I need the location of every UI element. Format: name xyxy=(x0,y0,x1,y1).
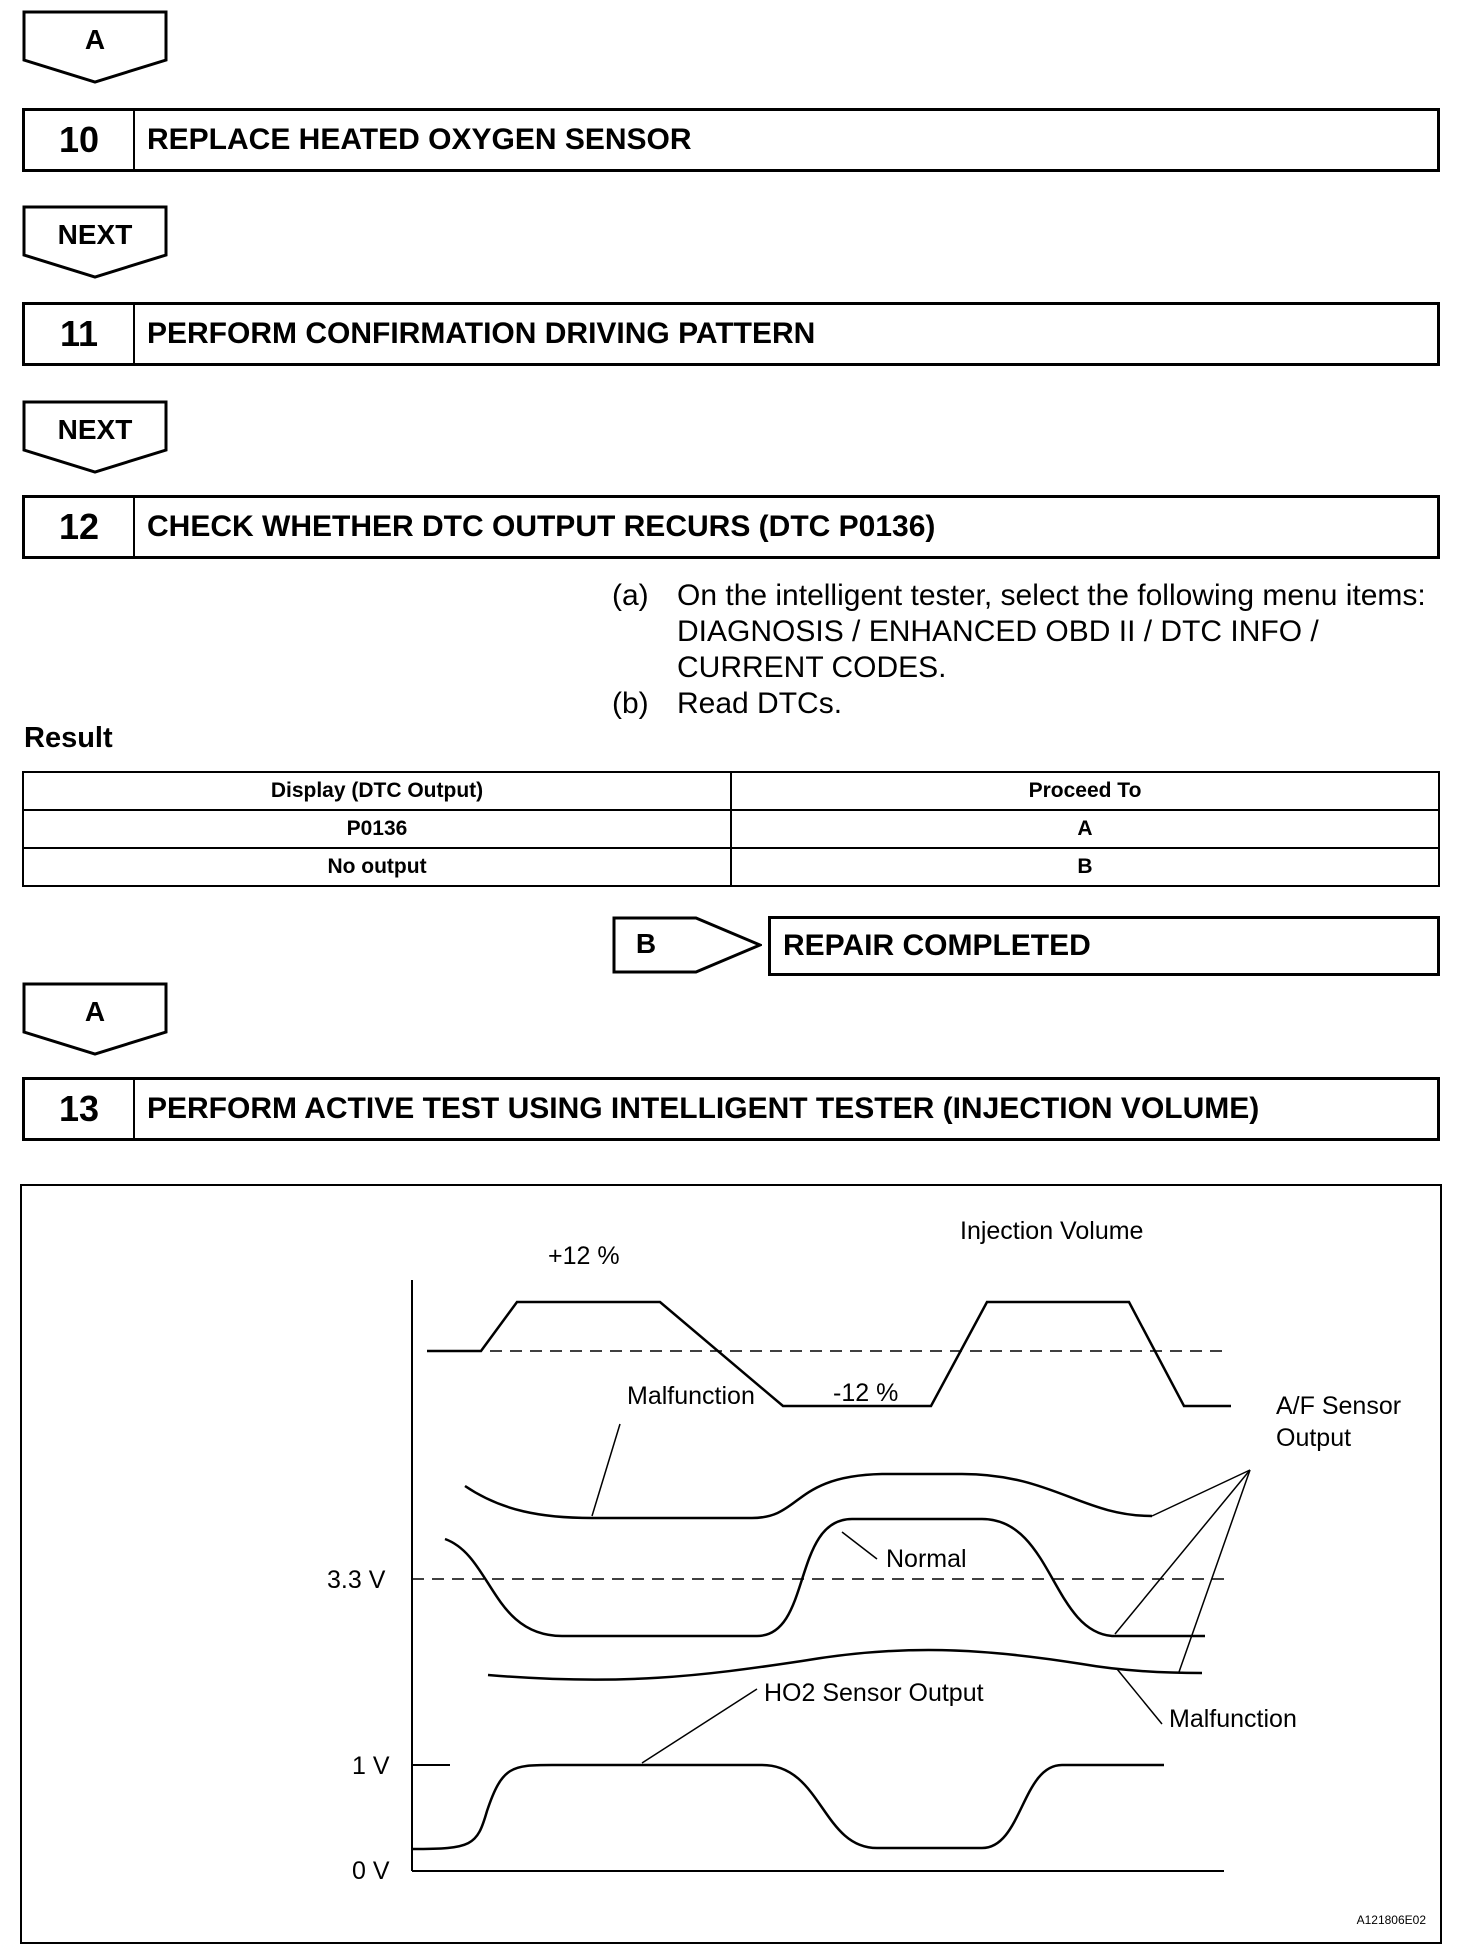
table-cell: B xyxy=(731,848,1439,886)
table-header-row xyxy=(23,772,1439,810)
instruction-line: Read DTCs. xyxy=(677,687,843,720)
step-number: 11 xyxy=(25,305,135,363)
injection-volume-label: Injection Volume xyxy=(960,1217,1144,1245)
minus-12-label: -12 % xyxy=(833,1379,899,1407)
result-heading: Result xyxy=(24,722,113,754)
result-table xyxy=(22,771,1440,887)
table-row xyxy=(23,810,1439,848)
tag-label: A xyxy=(84,24,106,55)
figure-id: A121806E02 xyxy=(1356,1913,1426,1927)
voltage-0v-label: 0 V xyxy=(352,1857,390,1885)
leader-af-2 xyxy=(1115,1470,1250,1634)
voltage-3v3-label: 3.3 V xyxy=(327,1566,386,1594)
next-tag-2 xyxy=(22,400,168,474)
instruction-marker: (a) xyxy=(612,579,649,612)
step-number: 13 xyxy=(25,1080,135,1138)
waveform-figure xyxy=(20,1184,1442,1944)
af-normal-curve xyxy=(445,1519,1205,1636)
step-number: 10 xyxy=(25,111,135,169)
step-title: CHECK WHETHER DTC OUTPUT RECURS (DTC P0136) xyxy=(147,510,936,543)
af-output-label: Output xyxy=(1276,1424,1352,1452)
af-sensor-label: A/F Sensor xyxy=(1276,1392,1402,1420)
ho2-sensor-curve xyxy=(412,1765,1164,1849)
table-cell: No output xyxy=(23,848,731,886)
leader-malfunction-lower xyxy=(1117,1669,1162,1724)
plus-12-label: +12 % xyxy=(548,1242,620,1270)
leader-af-3 xyxy=(1179,1470,1250,1672)
next-tag-1 xyxy=(22,205,168,279)
branch-a-tag-top xyxy=(22,10,168,84)
repair-completed-box: REPAIR COMPLETED xyxy=(768,916,1440,976)
tag-label: NEXT xyxy=(57,414,133,445)
voltage-1v-label: 1 V xyxy=(352,1752,390,1780)
injection-volume-waveform xyxy=(427,1302,1231,1406)
waveform-diagram xyxy=(22,1186,1440,1942)
branch-b-tag xyxy=(612,916,762,974)
ho2-sensor-label: HO2 Sensor Output xyxy=(764,1679,984,1707)
step-title: REPLACE HEATED OXYGEN SENSOR xyxy=(147,123,692,156)
instruction-b xyxy=(612,686,1442,722)
malfunction-upper-label: Malfunction xyxy=(627,1382,755,1410)
column-header: Proceed To xyxy=(731,772,1439,810)
instruction-marker: (b) xyxy=(612,687,649,720)
tag-label: B xyxy=(635,928,657,959)
instruction-line: On the intelligent tester, select the following menu items: xyxy=(677,579,1426,612)
table-row xyxy=(23,848,1439,886)
normal-label: Normal xyxy=(886,1545,967,1573)
step-title: PERFORM ACTIVE TEST USING INTELLIGENT TESTER (INJECTION VOLUME) xyxy=(147,1092,1260,1125)
table-cell: A xyxy=(731,810,1439,848)
table-cell: P0136 xyxy=(23,810,731,848)
instruction-a xyxy=(612,578,1442,688)
malfunction-lower-label: Malfunction xyxy=(1169,1705,1297,1733)
step-number: 12 xyxy=(25,498,135,556)
step-11 xyxy=(22,302,1440,366)
step-title: PERFORM CONFIRMATION DRIVING PATTERN xyxy=(147,317,816,350)
af-malfunction-lower-curve xyxy=(488,1650,1202,1680)
tag-label: A xyxy=(84,996,106,1027)
leader-normal xyxy=(842,1532,877,1559)
tag-label: NEXT xyxy=(57,219,133,250)
leader-ho2 xyxy=(642,1689,757,1763)
instruction-line: DIAGNOSIS / ENHANCED OBD II / DTC INFO / xyxy=(677,615,1319,648)
instruction-line: CURRENT CODES. xyxy=(677,651,947,684)
step-10 xyxy=(22,108,1440,172)
step-13 xyxy=(22,1077,1440,1141)
step-12 xyxy=(22,495,1440,559)
leader-af-1 xyxy=(1152,1470,1250,1516)
branch-a-tag xyxy=(22,982,168,1056)
af-malfunction-upper-curve xyxy=(465,1474,1152,1518)
leader-malfunction-upper xyxy=(592,1424,620,1516)
column-header: Display (DTC Output) xyxy=(23,772,731,810)
